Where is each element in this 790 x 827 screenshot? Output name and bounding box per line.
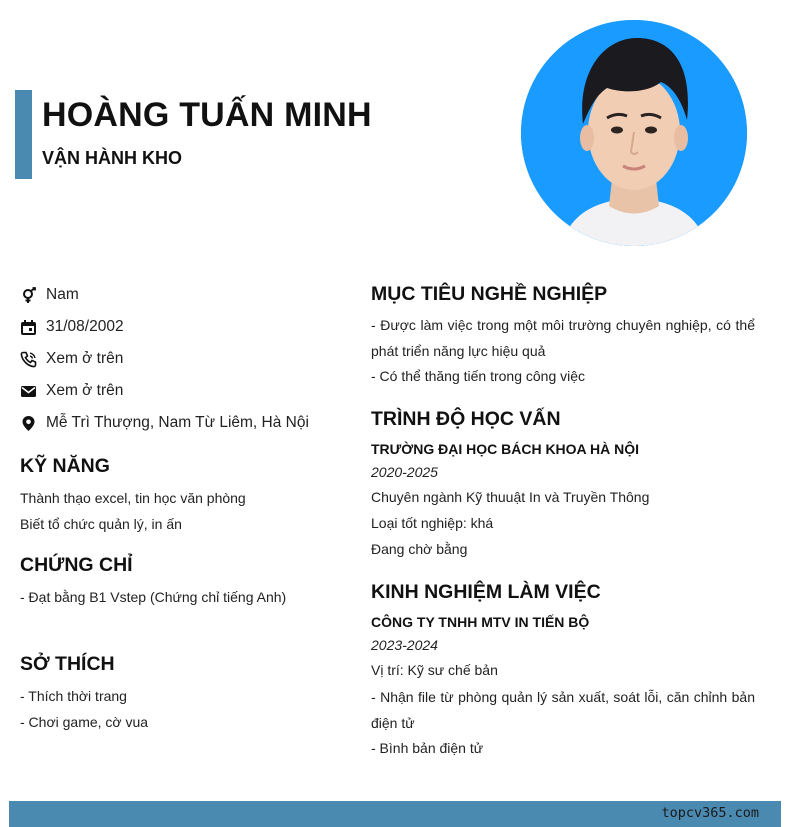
location-pin-icon (20, 415, 37, 432)
education-line: Loại tốt nghiệp: khá (371, 515, 494, 531)
education-line: Chuyên ngành Kỹ thuuật In và Truyền Thông (371, 489, 650, 505)
phone-icon (20, 351, 37, 368)
hobby-item: - Chơi game, cờ vua (20, 714, 149, 730)
objective-title: MỤC TIÊU NGHỀ NGHIỆP (371, 283, 608, 305)
contact-text: Nam (46, 286, 79, 303)
experience-position: Vị trí: Kỹ sư chế bản (371, 662, 498, 678)
education-line: Đang chờ bằng (371, 541, 468, 557)
experience-duty: - Bình bản điện tử (371, 740, 484, 756)
contact-gender (20, 279, 350, 311)
contact-phone (20, 343, 350, 375)
contact-text: Mễ Trì Thượng, Nam Từ Liêm, Hà Nội (46, 414, 309, 431)
skill-item: Thành thạo excel, tin học văn phòng (20, 490, 246, 506)
candidate-role: VẬN HÀNH KHO (42, 148, 183, 168)
skills-title: KỸ NĂNG (20, 455, 110, 477)
calendar-icon (20, 319, 37, 336)
skill-item: Biết tổ chức quản lý, in ấn (20, 516, 182, 532)
portrait-illustration (521, 20, 747, 246)
contact-birthday (20, 311, 350, 343)
gender-icon (20, 287, 37, 304)
experience-duty: - Nhận file từ phòng quản lý sản xuất, soát lỗi, căn chỉnh bản điện tử (371, 689, 755, 731)
certificate-item: - Đạt bằng B1 Vstep (Chứng chỉ tiếng Anh) (20, 589, 287, 605)
avatar (521, 20, 747, 246)
objective-item: - Có thể thăng tiến trong công việc (371, 368, 586, 384)
hobbies-title: SỞ THÍCH (20, 653, 115, 675)
email-icon (20, 383, 37, 400)
footer-site: topcv365.com (661, 805, 759, 821)
contact-text: 31/08/2002 (46, 318, 124, 335)
education-period: 2020-2025 (371, 464, 438, 480)
hobby-item: - Thích thời trang (20, 688, 127, 704)
contact-email (20, 375, 350, 407)
company-name: CÔNG TY TNHH MTV IN TIẾN BỘ (371, 614, 590, 630)
contact-address (20, 407, 350, 439)
certificates-title: CHỨNG CHỈ (20, 554, 133, 576)
candidate-name: HOÀNG TUẤN MINH (42, 96, 372, 134)
objective-item: - Được làm việc trong một môi trường chuyên nghiệp, có thể phát triển năng lực hiệu quả (371, 317, 755, 359)
education-title: TRÌNH ĐỘ HỌC VẤN (371, 408, 561, 430)
header-accent-bar (15, 90, 32, 179)
experience-title: KINH NGHIỆM LÀM VIỆC (371, 581, 601, 603)
contact-text: Xem ở trên (46, 382, 124, 399)
school-name: TRƯỜNG ĐẠI HỌC BÁCH KHOA HÀ NỘI (371, 441, 640, 457)
experience-period: 2023-2024 (371, 637, 438, 653)
contact-list (20, 279, 350, 439)
contact-text: Xem ở trên (46, 350, 124, 367)
